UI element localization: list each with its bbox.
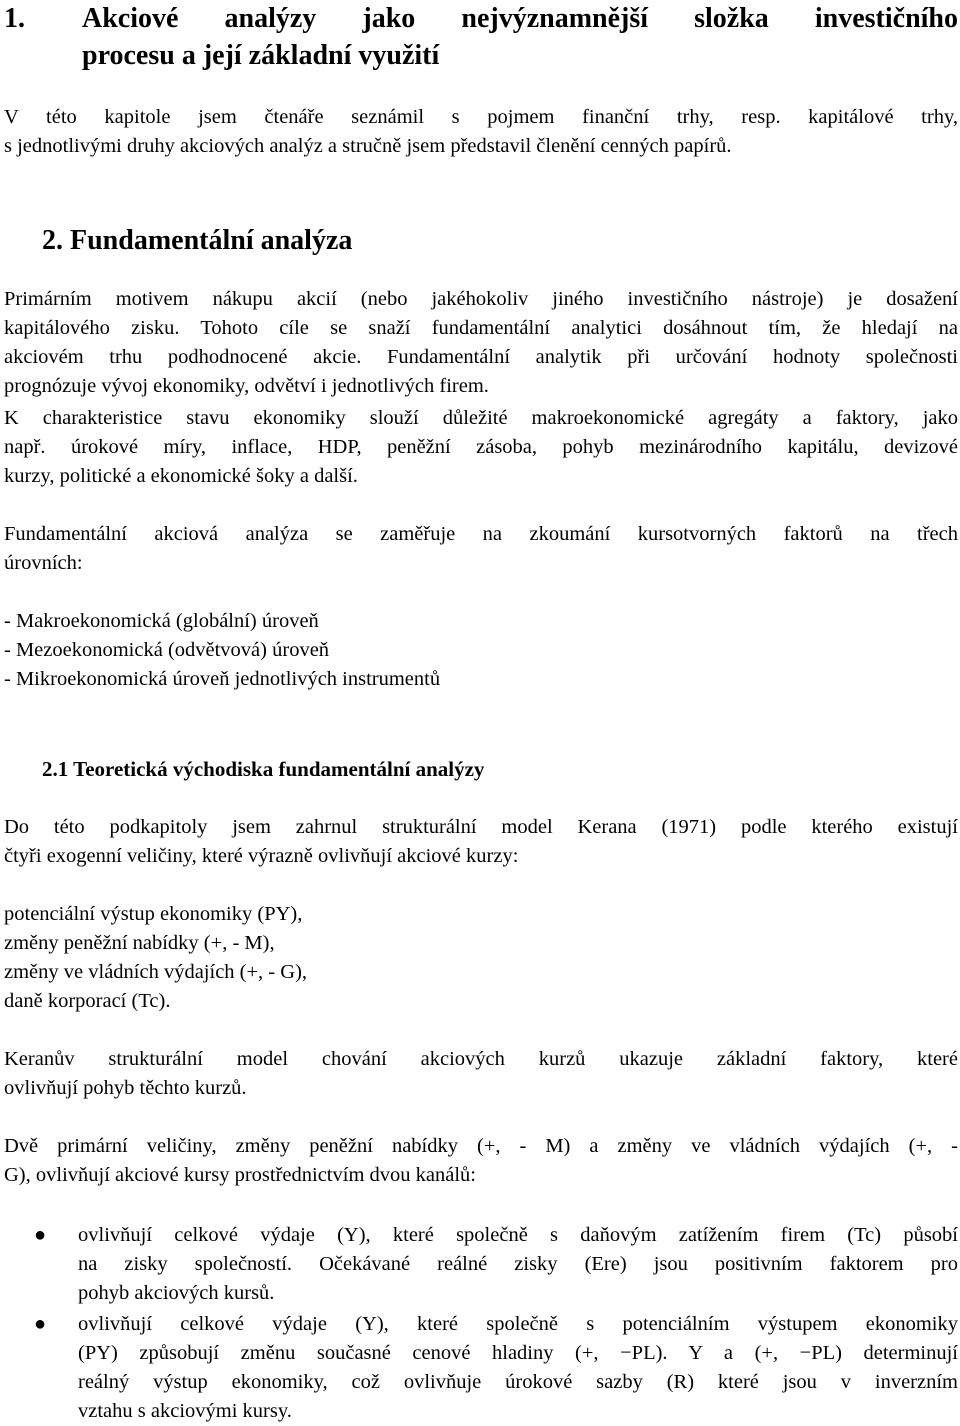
section-heading: 2. Fundamentální analýza xyxy=(42,225,353,256)
levels-list xyxy=(4,607,958,694)
paragraph-channels xyxy=(4,1132,958,1190)
list-item: změny ve vládních výdajích (+, - G), xyxy=(4,961,308,983)
text-line: K charakteristice stavu ekonomiky slouží důležité makroekonomické agregáty a faktory, jako xyxy=(4,407,958,429)
chapter-number: 1. xyxy=(4,3,25,34)
paragraph-economy xyxy=(4,404,958,491)
bullet-icon: ● xyxy=(34,1224,47,1246)
bullet-item xyxy=(34,1310,958,1426)
paragraph-levels-intro xyxy=(4,520,958,578)
variables-list xyxy=(4,900,958,1016)
text-line: reálný výstup ekonomiky, což ovlivňuje úrokové sazby (R) které jsou v inverzním xyxy=(78,1371,958,1393)
text-line: kurzy, politické a ekonomické šoky a další. xyxy=(4,465,358,487)
text-line: kapitálového zisku. Tohoto cíle se snaží fundamentální analytici dosáhnout tím, že hledají na xyxy=(4,317,958,339)
text-line: vztahu s akciovými kursy. xyxy=(78,1400,292,1422)
paragraph-keran-model xyxy=(4,813,958,871)
list-item: změny peněžní nabídky (+, - M), xyxy=(4,932,275,954)
bullet-icon: ● xyxy=(34,1313,47,1335)
subsection-heading: 2.1 Teoretická východiska fundamentální analýzy xyxy=(42,757,485,781)
list-item: - Mezoekonomická (odvětvová) úroveň xyxy=(4,639,330,661)
text-line: V této kapitole jsem čtenáře seznámil s pojmem finanční trhy, resp. kapitálové trhy, xyxy=(4,106,958,128)
list-item: - Makroekonomická (globální) úroveň xyxy=(4,610,319,632)
intro-paragraph xyxy=(4,103,958,161)
list-item: daně korporací (Tc). xyxy=(4,990,171,1012)
text-line: čtyři exogenní veličiny, které výrazně ovlivňují akciové kurzy: xyxy=(4,845,519,867)
text-line: s jednotlivými druhy akciových analýz a stručně jsem představil členění cenných papírů. xyxy=(4,135,732,157)
paragraph-keran-structure xyxy=(4,1045,958,1103)
text-line: pohyb akciových kursů. xyxy=(78,1282,275,1304)
text-line: G), ovlivňují akciové kursy prostřednictvím dvou kanálů: xyxy=(4,1164,476,1186)
text-line: úrovních: xyxy=(4,552,83,574)
chapter-title-line-1: Akciové analýzy jako nejvýznamnější složka investičního xyxy=(82,3,958,34)
bullet-item xyxy=(34,1221,958,1308)
paragraph-motive xyxy=(4,285,958,401)
text-line: např. úrokové míry, inflace, HDP, peněžní zásoba, pohyb mezinárodního kapitálu, devizové xyxy=(4,436,958,458)
text-line: ovlivňují pohyb těchto kurzů. xyxy=(4,1077,247,1099)
text-line: ovlivňují celkové výdaje (Y), které společně s potenciálním výstupem ekonomiky xyxy=(78,1313,958,1335)
text-line: prognózuje vývoj ekonomiky, odvětví i jednotlivých firem. xyxy=(4,375,489,397)
text-line: (PY) způsobují změnu současné cenové hladiny (+, −PL). Y a (+, −PL) determinují xyxy=(78,1342,958,1364)
text-line: akciovém trhu podhodnocené akcie. Fundamentální analytik při určování hodnoty společnosti xyxy=(4,346,958,368)
text-line: Keranův strukturální model chování akciových kurzů ukazuje základní faktory, které xyxy=(4,1048,958,1070)
chapter-title-line-2: procesu a její základní využití xyxy=(82,40,440,71)
text-line: Primárním motivem nákupu akcií (nebo jakéhokoliv jiného investičního nástroje) je dosažení xyxy=(4,288,958,310)
chapter-heading xyxy=(4,0,958,74)
text-line: Do této podkapitoly jsem zahrnul strukturální model Kerana (1971) podle kterého existují xyxy=(4,816,958,838)
list-item: potenciální výstup ekonomiky (PY), xyxy=(4,903,303,925)
text-line: Dvě primární veličiny, změny peněžní nabídky (+, - M) a změny ve vládních výdajích (+, - xyxy=(4,1135,958,1157)
list-item: - Mikroekonomická úroveň jednotlivých instrumentů xyxy=(4,668,441,690)
text-line: ovlivňují celkové výdaje (Y), které společně s daňovým zatížením firem (Tc) působí xyxy=(78,1224,958,1246)
text-line: na zisky společností. Očekávané reálné zisky (Ere) jsou positivním faktorem pro xyxy=(78,1253,958,1275)
text-line: Fundamentální akciová analýza se zaměřuje na zkoumání kursotvorných faktorů na třech xyxy=(4,523,958,545)
